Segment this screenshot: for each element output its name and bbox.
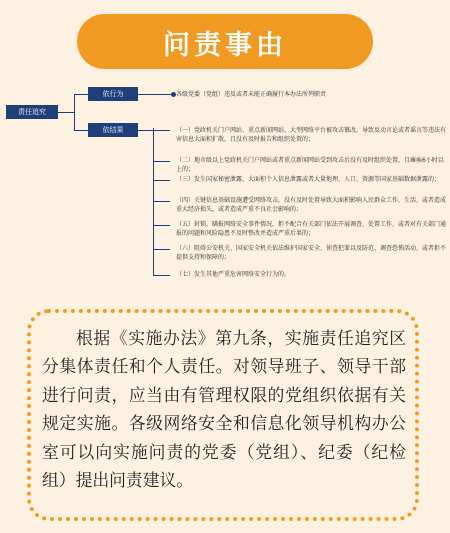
responsibility-diagram xyxy=(0,70,450,290)
result-item-7: （七）发生其他严重危害网络安全行为的。 xyxy=(176,271,291,278)
item-tick xyxy=(153,275,170,276)
connector-root xyxy=(58,112,74,113)
node-root: 责任追究 xyxy=(6,105,58,119)
result-item-5: （五）封锁、瞒报网络安全事件情况，拒不配合有关部门依法开展调查、处置工作，或者对有关部门通报的问题和风险隐患不及时整改并造成严重后果的； xyxy=(176,221,447,237)
node-branch-result: 依结果 xyxy=(88,123,138,137)
explanation-box xyxy=(27,309,419,521)
explanation-paragraph: 根据《实施办法》第九条，实施责任追究区分集体责任和个人责任。对领导班子、领导干部进行问责，应当由有管理权限的党组织依据有关规定实施。各级网络安全和信息化领导机构办公室可以向实施问责的党委（党组）、纪委（纪检组）提出问责建议。 xyxy=(42,328,406,491)
branch-behavior-item: 各级党委（党组）违反或者未能正确履行本办法所列职责 xyxy=(176,91,327,98)
connector-trunk xyxy=(74,94,75,130)
item-tick xyxy=(153,249,170,250)
item-tick xyxy=(153,180,170,181)
result-item-2: （二）地市级以上党政机关门户网站或者重点新闻网站受到攻击后没有及时组织处置，且瘫痪6小时以上的； xyxy=(176,157,444,173)
connector-b xyxy=(74,130,88,131)
page-title: 问责事由 xyxy=(163,30,287,61)
item-tick xyxy=(153,201,170,202)
result-item-6: （六）阻碍公安机关、国家安全机关依法维护国家安全、侦查犯罪以及防范、调查恐怖活动，或者拒不提供支持和保障的； xyxy=(176,245,447,261)
node-branch-behavior: 依行为 xyxy=(88,87,138,101)
item-tick xyxy=(153,161,170,162)
result-item-3: （三）发生国家秘密泄露、大面积个人信息泄露或者大量地理、人口、资源等国家基础数据泄露的； xyxy=(176,176,441,183)
item-tick xyxy=(153,225,170,226)
connector-b-out xyxy=(138,130,153,131)
result-item-4: （四）关键信息基础设施遭受网络攻击，没有及时处置导致大面积影响人民群众工作、生活，或者造成重大经济损失，或者造成严重不良社会影响的； xyxy=(176,197,447,213)
connector-a-out xyxy=(138,94,172,95)
title-banner xyxy=(77,14,373,69)
result-item-1: （一）党政机关门户网站、重点新闻网站、大型网络平台被攻击篡改，导致反动言论或者谣言等违法有害信息大面积扩散，且没有及时报告和组织处置的； xyxy=(176,127,447,143)
connector-a xyxy=(74,94,88,95)
item-tick xyxy=(153,130,170,131)
